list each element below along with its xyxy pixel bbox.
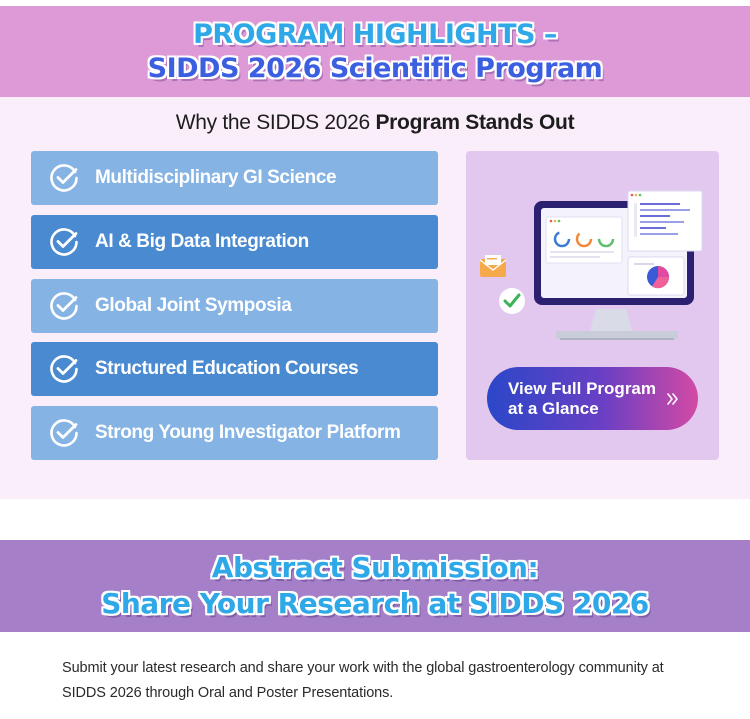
program-glance-card bbox=[466, 151, 719, 460]
feature-label: Global Joint Symposia bbox=[95, 295, 292, 316]
feature-item bbox=[31, 215, 438, 269]
abstract-description: Submit your latest research and share your work with the global gastroenterology community at SIDDS 2026 through Oral and Poster Presentations. bbox=[62, 660, 664, 701]
highlights-section bbox=[0, 97, 750, 499]
feature-label: Structured Education Courses bbox=[95, 358, 359, 379]
abstract-title-line1: Abstract Submission: bbox=[211, 551, 539, 584]
check-circle-icon bbox=[49, 227, 79, 257]
check-circle-icon bbox=[49, 291, 79, 321]
computer-monitor-illustration bbox=[476, 181, 708, 351]
abstract-header bbox=[0, 540, 750, 632]
cta-line2: at a Glance bbox=[508, 398, 599, 418]
highlights-header bbox=[0, 6, 750, 97]
highlights-title-line1: PROGRAM HIGHLIGHTS – bbox=[193, 18, 557, 50]
feature-item bbox=[31, 279, 438, 333]
highlights-title-line2: SIDDS 2026 Scientific Program bbox=[147, 52, 603, 84]
view-full-program-label bbox=[508, 379, 658, 419]
double-chevron-right-icon bbox=[666, 391, 680, 407]
feature-label: Multidisciplinary GI Science bbox=[95, 167, 337, 188]
cta-line1: View Full Program bbox=[508, 378, 657, 398]
why-heading-bold: Program Stands Out bbox=[375, 111, 575, 134]
why-heading-prefix: Why the SIDDS 2026 bbox=[175, 111, 376, 134]
view-full-program-button[interactable] bbox=[487, 367, 698, 430]
why-stands-out-heading bbox=[0, 111, 750, 135]
feature-item bbox=[31, 151, 438, 205]
check-circle-icon bbox=[49, 163, 79, 193]
feature-item bbox=[31, 342, 438, 396]
feature-label: Strong Young Investigator Platform bbox=[95, 422, 401, 443]
feature-item bbox=[31, 406, 438, 460]
check-circle-icon bbox=[49, 354, 79, 384]
abstract-title-line2: Share Your Research at SIDDS 2026 bbox=[101, 587, 649, 620]
check-circle-icon bbox=[49, 418, 79, 448]
feature-label: AI & Big Data Integration bbox=[95, 231, 309, 252]
